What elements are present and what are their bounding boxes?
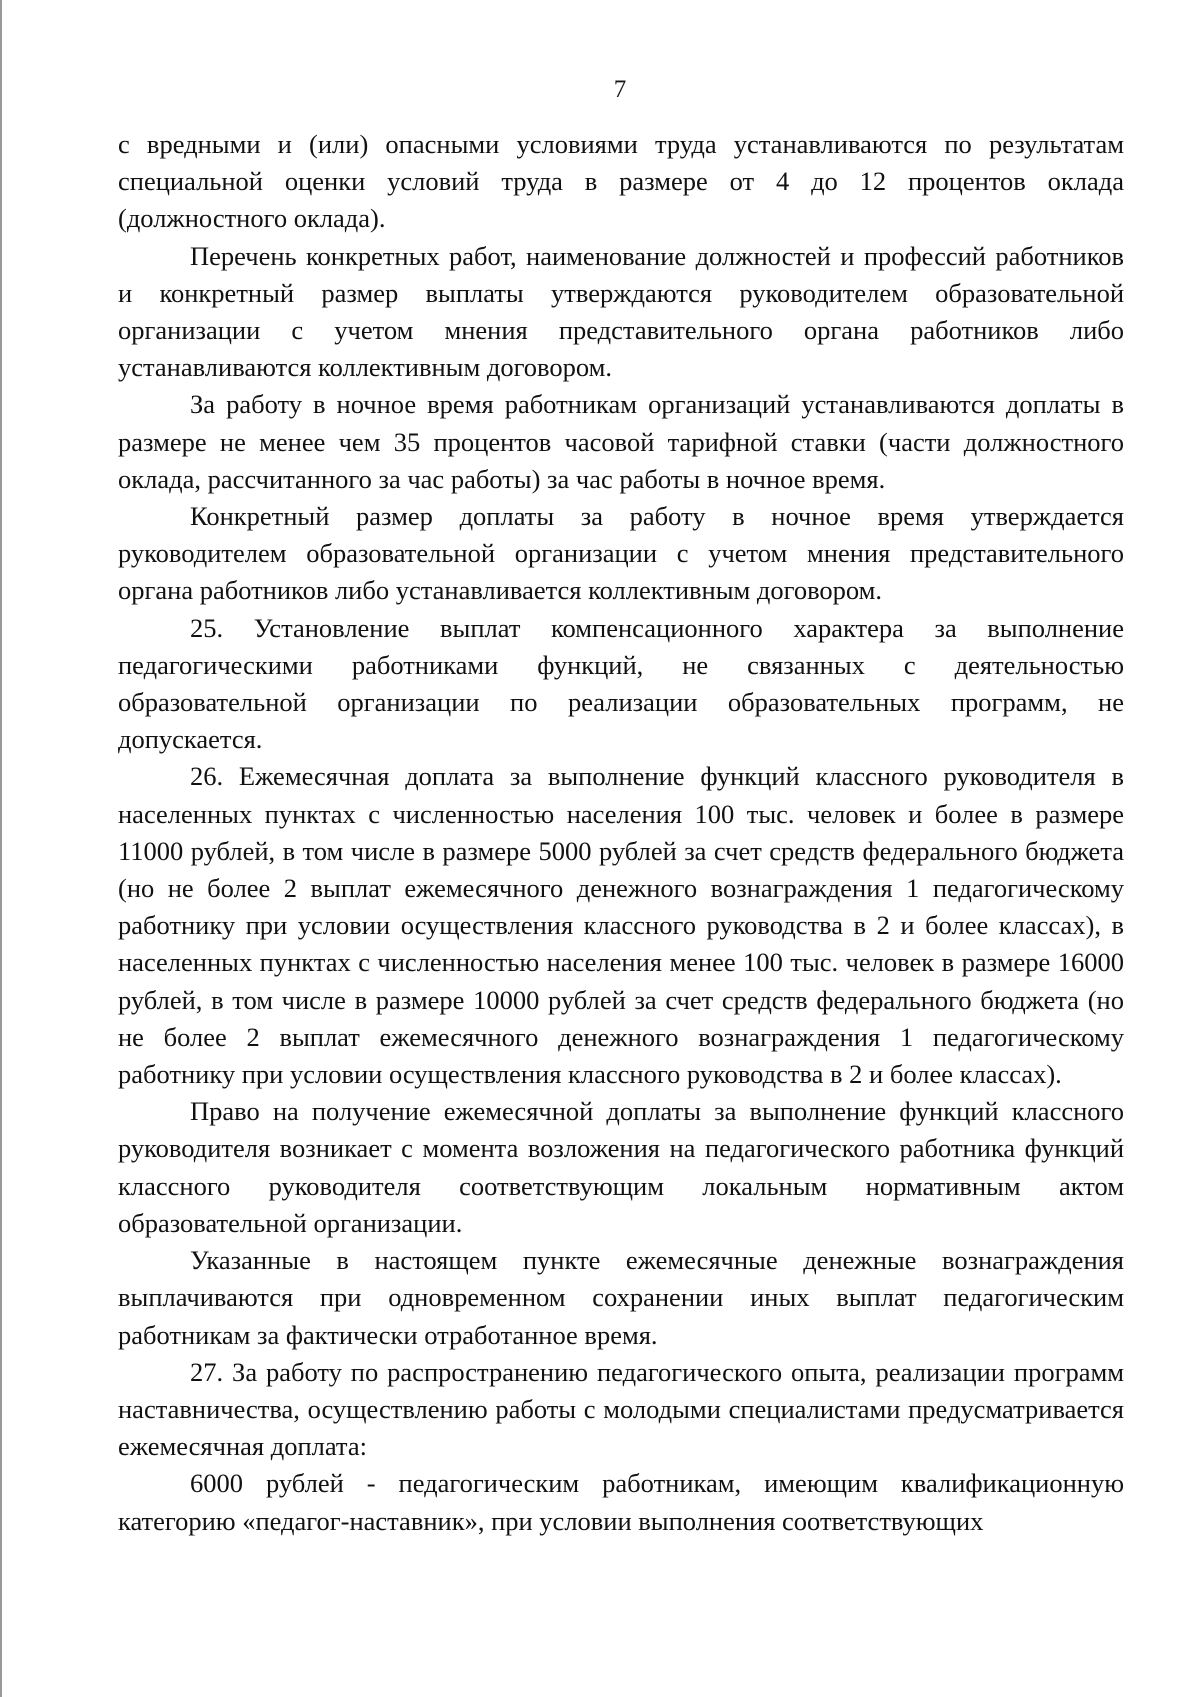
paragraph-item-27: 27. За работу по распространению педагогического опыта, реализации программ наставничества, осуществлению работы с молодыми специалистами предусматривается ежемесячная доплата:: [118, 1356, 1124, 1462]
document-body: [118, 126, 1124, 1540]
paragraph: Право на получение ежемесячной доплаты за выполнение функций классного руководителя возникает с момента возложения на педагогического работника функций классного руководителя соответствующим локальным нормативным актом образовательной организации.: [118, 1096, 1124, 1238]
scan-edge-line: [0, 0, 2, 1697]
paragraph: Конкретный размер доплаты за работу в ночное время утверждается руководителем образовательной организации с учетом мнения представительного органа работников либо устанавливается коллективным договором.: [118, 501, 1124, 606]
paragraph-item-25: 25. Установление выплат компенсационного характера за выполнение педагогическими работниками функций, не связанных с деятельностью образовательной организации по реализации образовательных программ, не допускается.: [118, 612, 1124, 755]
paragraph-continuation: с вредными и (или) опасными условиями труда устанавливаются по результатам специальной оценки условий труда в размере от 4 до 12 процентов оклада (должностного оклада).: [118, 129, 1124, 234]
page-number: 7: [613, 76, 627, 103]
paragraph: 6000 рублей - педагогическим работникам, имеющим квалификационную категорию «педагог-наставник», при условии выполнения соответствующих: [118, 1468, 1124, 1536]
paragraph: Перечень конкретных работ, наименование должностей и профессий работников и конкретный размер выплаты утверждаются руководителем образовательной организации с учетом мнения представительного органа работников либо устанавливаются коллективным договором.: [118, 240, 1124, 383]
paragraph: Указанные в настоящем пункте ежемесячные денежные вознаграждения выплачиваются при одновременном сохранении иных выплат педагогическим работникам за фактически отработанное время.: [118, 1245, 1124, 1350]
paragraph: За работу в ночное время работникам организаций устанавливаются доплаты в размере не менее чем 35 процентов часовой тарифной ставки (части должностного оклада, рассчитанного за час работы) за час работы в ночное время.: [118, 389, 1124, 494]
paragraph-item-26: 26. Ежемесячная доплата за выполнение функций классного руководителя в населенных пунктах с численностью населения 100 тыс. человек и более в размере 11000 рублей, в том числе в размере 5000 рублей за счет средств федерального бюджета (но не более 2 выплат ежемесячного денежного вознаграждения 1 педагогическому работнику при условии осуществления классного руководства в 2 и более классах), в населенных пунктах с численностью населения менее 100 тыс. человек в размере 16000 рублей, в том числе в размере 10000 рублей за счет средств федерального бюджета (но не более 2 выплат ежемесячного денежного вознаграждения 1 педагогическому работнику при условии осуществления классного руководства в 2 и более классах).: [118, 761, 1124, 1090]
